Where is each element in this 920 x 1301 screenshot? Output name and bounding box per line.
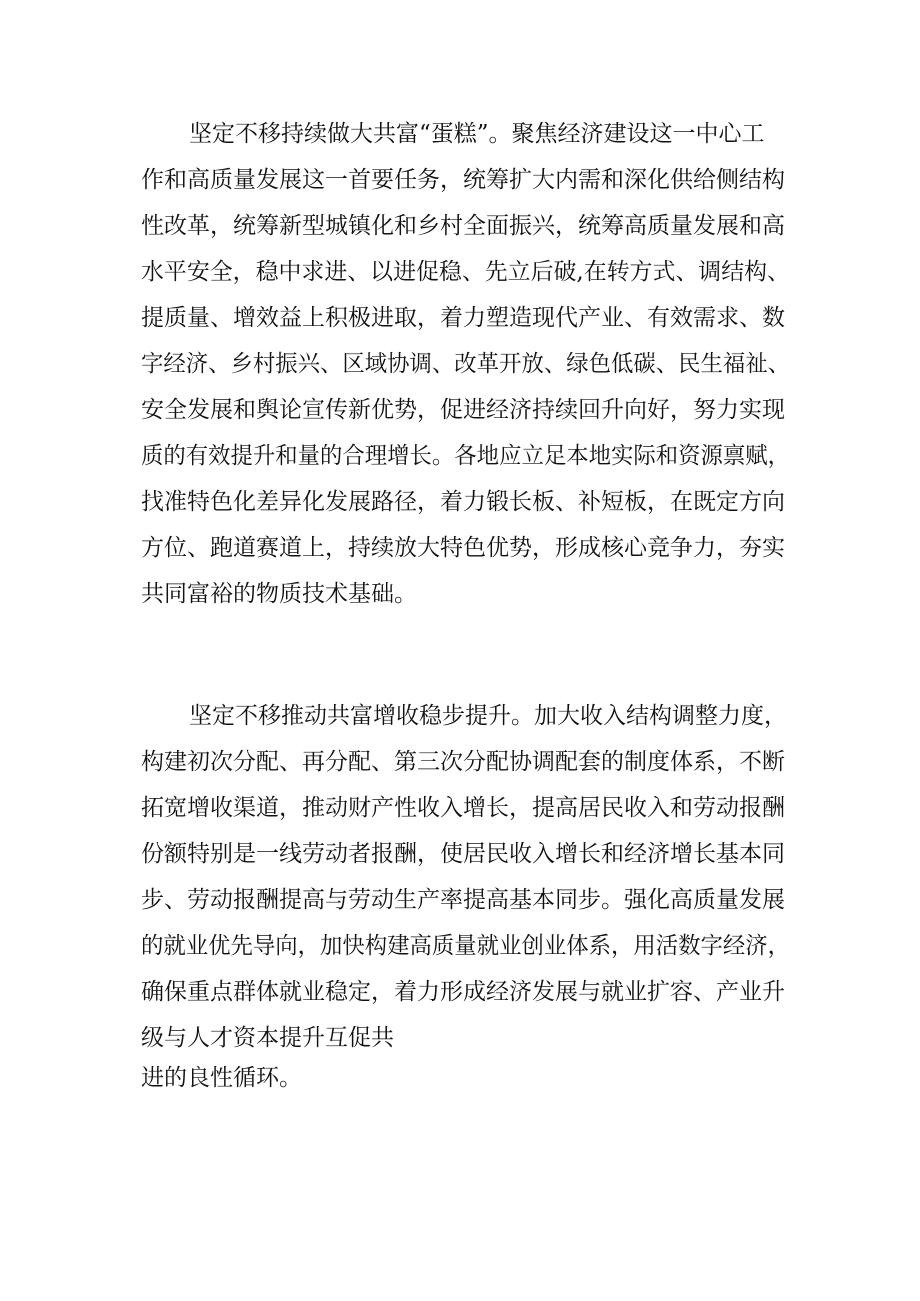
text-line	[0, 160, 920, 200]
text-line	[0, 114, 920, 154]
text-line	[0, 788, 920, 828]
text-line	[0, 972, 920, 1012]
line-text: 份额特别是一线劳动者报酬，使居民收入增长和经济增长基本同	[141, 841, 785, 867]
line-text: 提质量、增效益上积极进取，着力塑造现代产业、有效需求、数	[141, 305, 785, 331]
line-text: 坚定不移持续做大共富“蛋糕”。聚焦经济建设这一中心工	[189, 121, 765, 147]
line-text: 方位、跑道赛道上，持续放大特色优势，形成核心竞争力，夯实	[141, 535, 785, 561]
line-text: 性改革，统筹新型城镇化和乡村全面振兴，统筹高质量发展和高	[141, 213, 785, 239]
line-text: 确保重点群体就业稳定，着力形成经济发展与就业扩容、产业升	[141, 979, 785, 1005]
text-line	[0, 344, 920, 384]
text-line	[0, 742, 920, 782]
line-text: 的就业优先导向，加快构建高质量就业创业体系，用活数字经济，	[141, 933, 790, 959]
text-line	[0, 206, 920, 246]
text-line	[0, 880, 920, 920]
line-text: 作和高质量发展这一首要任务，统筹扩大内需和深化供给侧结构	[141, 167, 785, 193]
line-text: 坚定不移推动共富增收稳步提升。加大收入结构调整力度，	[189, 703, 787, 729]
line-text: 共同富裕的物质技术基础。	[141, 581, 417, 607]
line-text: 拓宽增收渠道，推动财产性收入增长，提高居民收入和劳动报酬	[141, 795, 785, 821]
line-text: 找准特色化差异化发展路径，着力锻长板、补短板，在既定方向	[141, 489, 785, 515]
line-text: 步、劳动报酬提高与劳动生产率提高基本同步。强化高质量发展	[141, 887, 785, 913]
text-line	[0, 1018, 920, 1058]
text-line	[0, 528, 920, 568]
line-text: 字经济、乡村振兴、区域协调、改革开放、绿色低碳、民生福祉、	[141, 351, 790, 377]
text-line	[0, 926, 920, 966]
text-line	[0, 252, 920, 292]
line-text: 构建初次分配、再分配、第三次分配协调配套的制度体系，不断	[141, 749, 785, 775]
text-line	[0, 482, 920, 522]
line-text: 安全发展和舆论宣传新优势，促进经济持续回升向好，努力实现	[141, 397, 785, 423]
line-text: 水平安全，稳中求进、以进促稳、先立后破,在转方式、调结构、	[141, 259, 790, 285]
text-line	[0, 298, 920, 338]
text-line	[0, 390, 920, 430]
text-line	[0, 1058, 920, 1098]
text-line	[0, 436, 920, 476]
text-line	[0, 834, 920, 874]
text-line	[0, 574, 920, 614]
line-text: 级与人才资本提升互促共	[141, 1025, 394, 1051]
text-line	[0, 696, 920, 736]
line-text: 进的良性循环。	[141, 1065, 302, 1091]
line-text: 质的有效提升和量的合理增长。各地应立足本地实际和资源禀赋，	[141, 443, 790, 469]
